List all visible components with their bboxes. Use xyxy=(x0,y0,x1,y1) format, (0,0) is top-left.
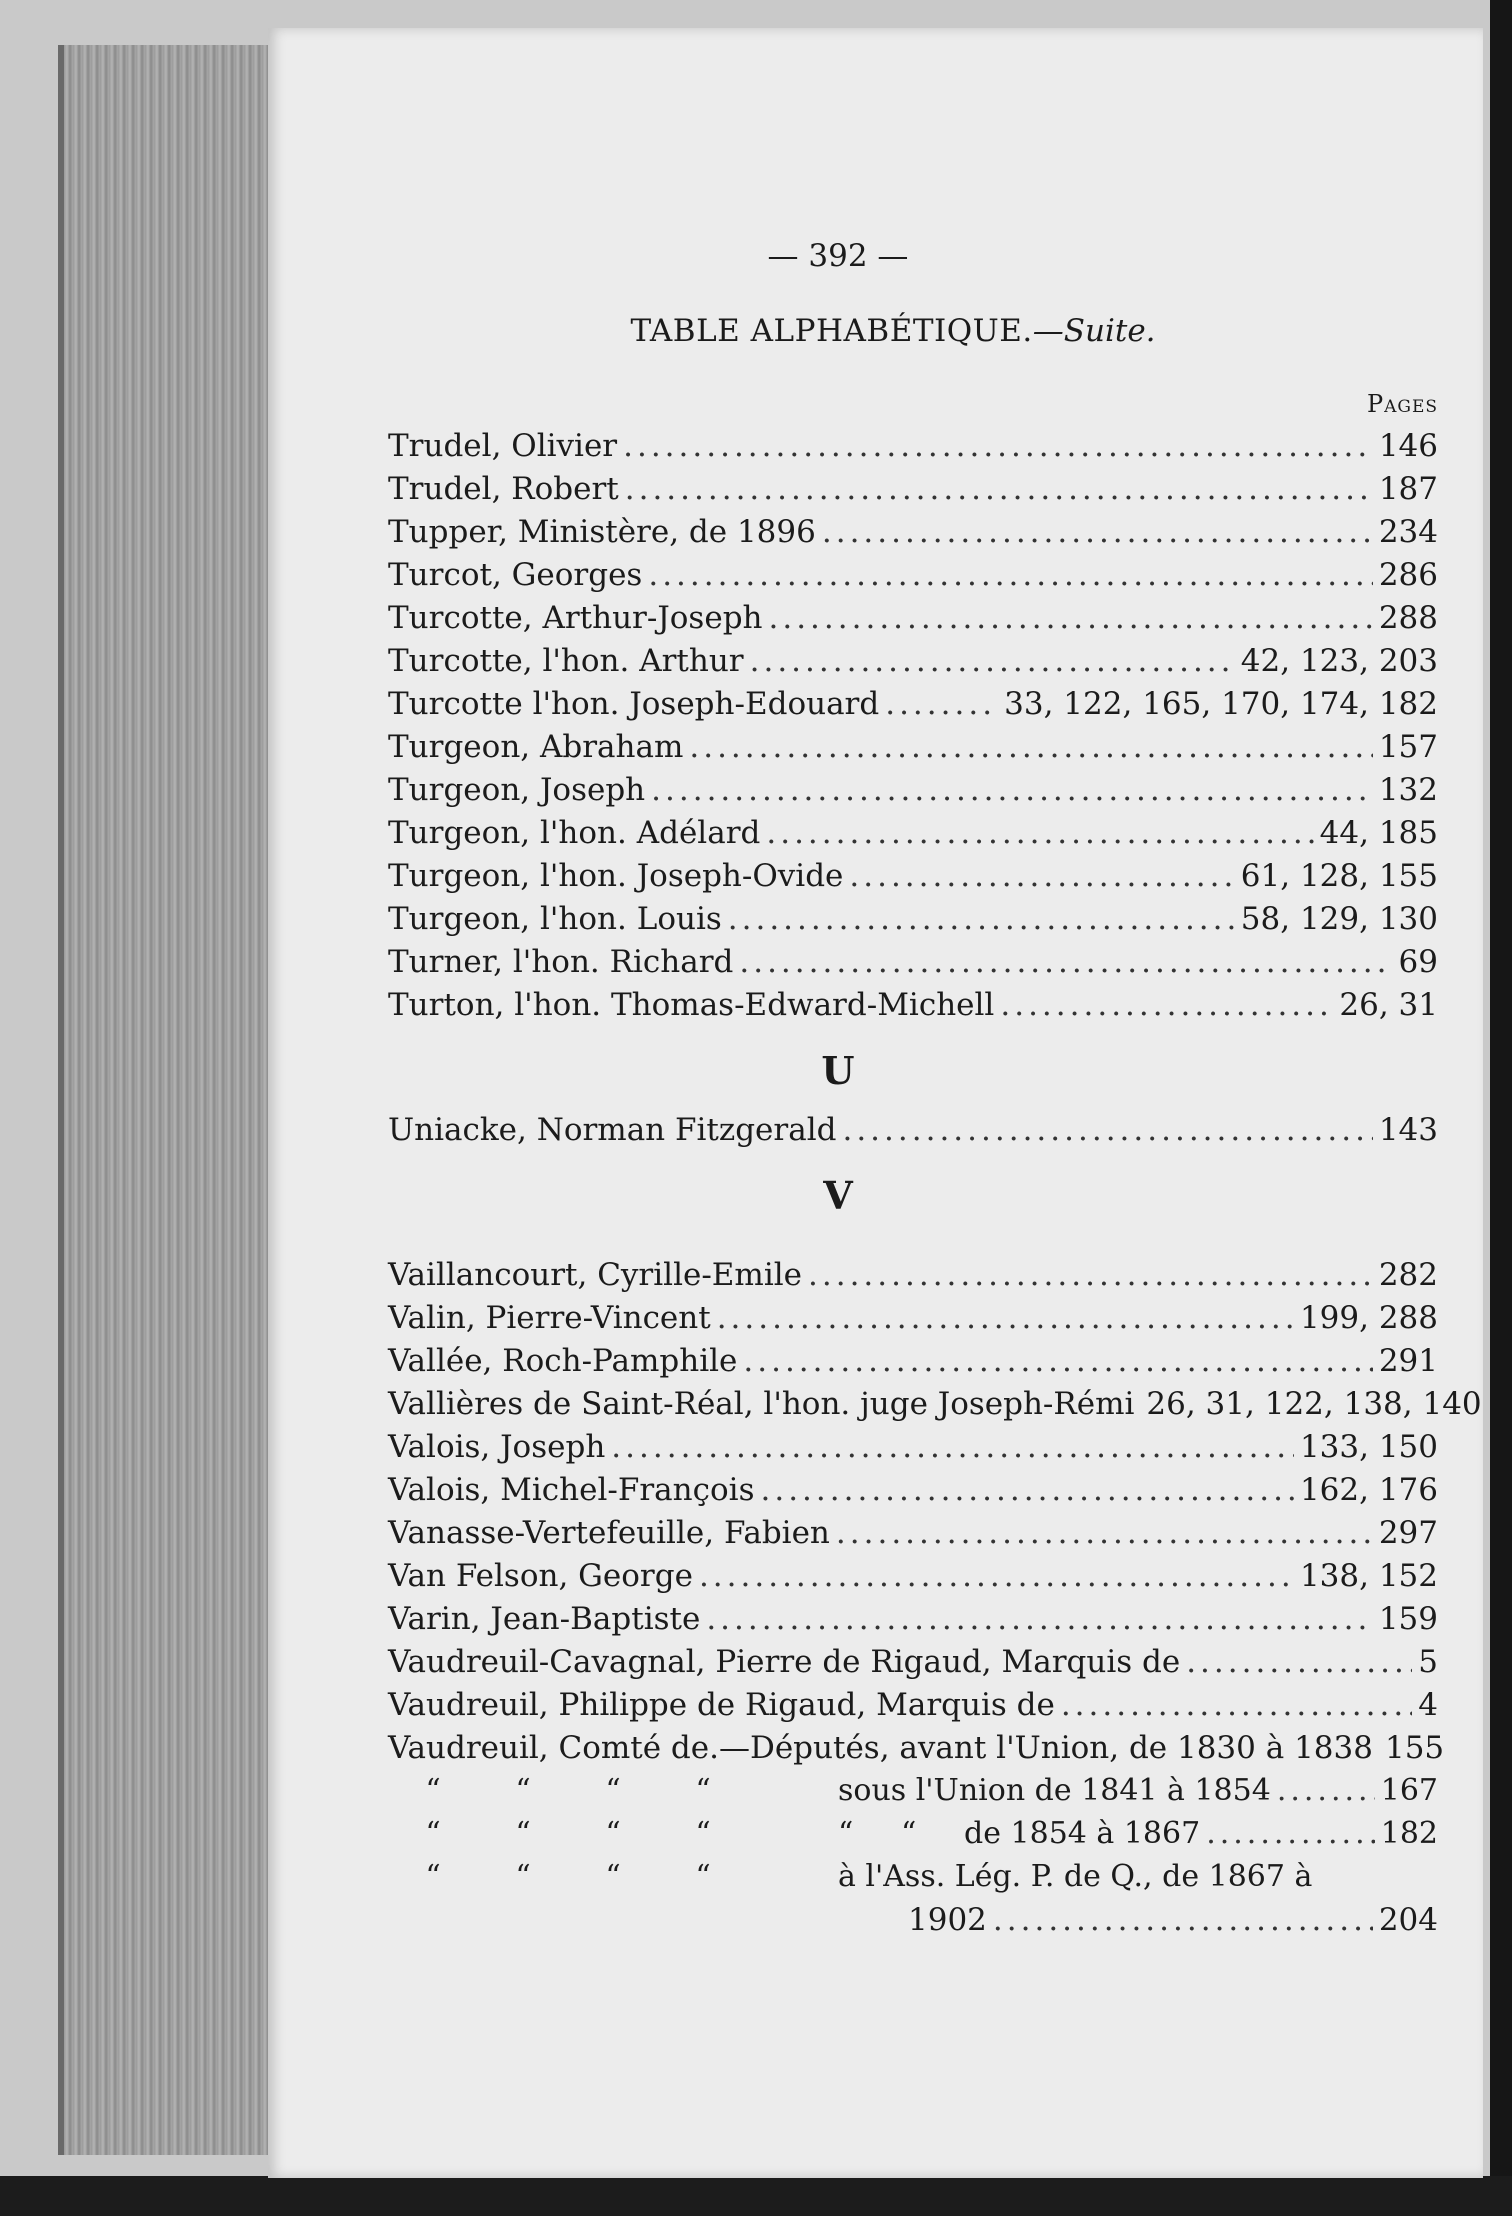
ditto-row xyxy=(388,1859,1438,1902)
index-entries xyxy=(388,428,1482,1945)
ditto-mark: “ xyxy=(605,1773,621,1808)
entry-pages: 286 xyxy=(1378,557,1438,593)
entry-pages: 69 xyxy=(1398,944,1438,980)
entry-pages: 26, 31 xyxy=(1339,987,1438,1023)
entry-pages: 138, 152 xyxy=(1299,1558,1438,1594)
book-page-edges xyxy=(58,45,279,2155)
entries-t xyxy=(388,428,1438,1030)
entry-pages: 187 xyxy=(1378,471,1438,507)
entry-name: Valois, Michel-François xyxy=(388,1472,755,1508)
index-entry xyxy=(388,1257,1438,1300)
entry-pages: 155 xyxy=(1384,1730,1445,1766)
index-entry xyxy=(388,1558,1438,1601)
dot-leader xyxy=(651,772,1373,808)
entry-name: Valin, Pierre-Vincent xyxy=(388,1300,711,1336)
scanner-margin-bottom xyxy=(0,2176,1512,2216)
dot-leader xyxy=(625,471,1373,507)
dot-leader xyxy=(808,1257,1373,1293)
dot-leader xyxy=(728,901,1235,937)
entry-pages: 282 xyxy=(1378,1257,1438,1293)
entry-pages: 132 xyxy=(1378,772,1438,808)
dot-leader xyxy=(849,858,1234,894)
entry-pages: 146 xyxy=(1378,428,1438,464)
entry-pages: 288 xyxy=(1378,600,1438,636)
index-entry xyxy=(388,557,1438,600)
entry-name: Turcotte, Arthur-Joseph xyxy=(388,600,763,636)
entry-name: Turcotte, l'hon. Arthur xyxy=(388,643,744,679)
dot-leader xyxy=(842,1112,1372,1148)
entries-v xyxy=(388,1257,1482,1773)
dot-leader xyxy=(1206,1816,1375,1851)
index-entry xyxy=(388,1472,1438,1515)
entry-pages: 159 xyxy=(1378,1601,1438,1637)
index-entry xyxy=(388,471,1438,514)
index-entry xyxy=(388,729,1438,772)
section-letter-u: U xyxy=(821,1048,855,1093)
ditto-mark: “ xyxy=(695,1816,711,1851)
pages-column-label: Pages xyxy=(1366,390,1438,418)
entry-name: Turcotte l'hon. Joseph-Edouard xyxy=(388,686,880,722)
entry-name: Turgeon, Joseph xyxy=(388,772,646,808)
index-entry xyxy=(388,1386,1482,1429)
entry-pages: 42, 123, 203 xyxy=(1240,643,1438,679)
ditto-mark: “ xyxy=(515,1816,531,1851)
entry-name: Turgeon, Abraham xyxy=(388,729,684,765)
entry-pages: 61, 128, 155 xyxy=(1240,858,1438,894)
running-title-main: TABLE ALPHABÉTIQUE. xyxy=(630,313,1033,349)
entry-name: Vallières de Saint-Réal, l'hon. juge Joseph-Rémi xyxy=(388,1386,1135,1422)
running-title-suffix: —Suite. xyxy=(1032,313,1156,349)
ditto-marks xyxy=(388,1859,838,1894)
ditto-mark: “ xyxy=(605,1816,621,1851)
entry-name: Trudel, Olivier xyxy=(388,428,618,464)
entry-name: Vaudreuil-Cavagnal, Pierre de Rigaud, Marquis de xyxy=(388,1644,1181,1680)
ditto-marks xyxy=(388,1816,838,1851)
entry-name: Varin, Jean-Baptiste xyxy=(388,1601,701,1637)
running-title xyxy=(388,313,1398,349)
ditto-desc: “ “ de 1854 à 1867 xyxy=(838,1816,1201,1851)
final-entry-pages: 204 xyxy=(1378,1902,1438,1938)
entry-name: Vanasse-Vertefeuille, Fabien xyxy=(388,1515,830,1551)
dot-leader xyxy=(648,557,1372,593)
scanner-margin-right xyxy=(1490,0,1512,2216)
entry-name: Tupper, Ministère, de 1896 xyxy=(388,514,816,550)
ditto-mark: “ xyxy=(605,1859,621,1894)
index-entry xyxy=(388,1601,1438,1644)
entry-name: Vallée, Roch-Pamphile xyxy=(388,1343,738,1379)
ditto-mark: “ xyxy=(515,1859,531,1894)
entry-pages: 162, 176 xyxy=(1299,1472,1438,1508)
index-entry xyxy=(388,514,1438,557)
book-page xyxy=(268,28,1483,2178)
entry-name: Turgeon, l'hon. Adélard xyxy=(388,815,761,851)
entry-name: Vaudreuil, Philippe de Rigaud, Marquis de xyxy=(388,1687,1055,1723)
dot-leader xyxy=(743,1343,1372,1379)
ditto-mark: “ xyxy=(515,1773,531,1808)
entry-name: Turcot, Georges xyxy=(388,557,643,593)
index-entry xyxy=(388,1429,1438,1472)
entry-name: Uniacke, Norman Fitzgerald xyxy=(388,1112,837,1148)
dot-leader xyxy=(611,1429,1294,1465)
dot-leader xyxy=(623,428,1373,464)
entry-pages: 234 xyxy=(1378,514,1438,550)
entry-name: Vaillancourt, Cyrille-Emile xyxy=(388,1257,803,1293)
entry-name: Turner, l'hon. Richard xyxy=(388,944,734,980)
index-entry xyxy=(388,1687,1438,1730)
dot-leader xyxy=(1000,987,1333,1023)
entry-name: Valois, Joseph xyxy=(388,1429,606,1465)
index-entry xyxy=(388,1515,1438,1558)
index-entry xyxy=(388,987,1438,1030)
page-number: — 392 — xyxy=(767,238,909,274)
entry-pages: 58, 129, 130 xyxy=(1240,901,1438,937)
ditto-desc: à l'Ass. Lég. P. de Q., de 1867 à xyxy=(838,1859,1313,1894)
dot-leader xyxy=(1061,1687,1412,1723)
final-entry-row xyxy=(388,1902,1438,1945)
entries-u xyxy=(388,1112,1438,1155)
ditto-pages: 182 xyxy=(1380,1816,1438,1851)
dot-leader xyxy=(739,944,1392,980)
dot-leader xyxy=(1186,1644,1412,1680)
index-entry xyxy=(388,944,1438,987)
dot-leader xyxy=(706,1601,1373,1637)
dot-leader xyxy=(885,686,998,722)
ditto-mark: “ xyxy=(425,1816,441,1851)
entry-name: Turgeon, l'hon. Louis xyxy=(388,901,722,937)
index-entry xyxy=(388,428,1438,471)
dot-leader xyxy=(766,815,1313,851)
index-entry xyxy=(388,1730,1445,1773)
entry-pages: 5 xyxy=(1418,1644,1438,1680)
dot-leader xyxy=(822,514,1373,550)
index-entry xyxy=(388,643,1438,686)
entry-pages: 26, 31, 122, 138, 140 xyxy=(1146,1386,1482,1422)
entry-pages: 133, 150 xyxy=(1299,1429,1438,1465)
index-entry xyxy=(388,1300,1438,1343)
ditto-mark: “ xyxy=(695,1859,711,1894)
ditto-mark: “ xyxy=(425,1773,441,1808)
entry-name: Turton, l'hon. Thomas-Edward-Michell xyxy=(388,987,995,1023)
ditto-rows xyxy=(388,1773,1438,1902)
entry-pages: 297 xyxy=(1378,1515,1438,1551)
dot-leader xyxy=(699,1558,1294,1594)
final-entry-desc: 1902 xyxy=(908,1902,987,1938)
entry-name: Trudel, Robert xyxy=(388,471,619,507)
entry-pages: 4 xyxy=(1418,1687,1438,1723)
ditto-pages: 167 xyxy=(1380,1773,1438,1808)
section-letter-v: V xyxy=(823,1173,853,1218)
entry-name: Vaudreuil, Comté de.—Députés, avant l'Union, de 1830 à 1838 xyxy=(388,1730,1373,1766)
entry-pages: 157 xyxy=(1378,729,1438,765)
entry-pages: 291 xyxy=(1378,1343,1438,1379)
ditto-row xyxy=(388,1816,1438,1859)
index-entry xyxy=(388,686,1438,729)
index-entry xyxy=(388,1112,1438,1155)
entry-name: Turgeon, l'hon. Joseph-Ovide xyxy=(388,858,844,894)
entry-pages: 44, 185 xyxy=(1319,815,1438,851)
index-entry xyxy=(388,772,1438,815)
dot-leader xyxy=(836,1515,1373,1551)
dot-leader xyxy=(750,643,1235,679)
ditto-mark: “ xyxy=(695,1773,711,1808)
dot-leader xyxy=(717,1300,1294,1336)
dot-leader xyxy=(769,600,1373,636)
dot-leader xyxy=(993,1902,1373,1938)
dot-leader xyxy=(760,1472,1293,1508)
ditto-mark: “ xyxy=(425,1859,441,1894)
index-entry xyxy=(388,1644,1438,1687)
index-entry xyxy=(388,858,1438,901)
entry-name: Van Felson, George xyxy=(388,1558,693,1594)
dot-leader xyxy=(1277,1773,1375,1808)
index-entry xyxy=(388,1343,1438,1386)
entry-pages: 33, 122, 165, 170, 174, 182 xyxy=(1004,686,1438,722)
index-entry xyxy=(388,901,1438,944)
ditto-row xyxy=(388,1773,1438,1816)
entry-pages: 199, 288 xyxy=(1299,1300,1438,1336)
index-entry xyxy=(388,815,1438,858)
ditto-marks xyxy=(388,1773,838,1808)
ditto-desc: sous l'Union de 1841 à 1854 xyxy=(838,1773,1271,1808)
entry-pages: 143 xyxy=(1378,1112,1438,1148)
dot-leader xyxy=(689,729,1372,765)
index-entry xyxy=(388,600,1438,643)
